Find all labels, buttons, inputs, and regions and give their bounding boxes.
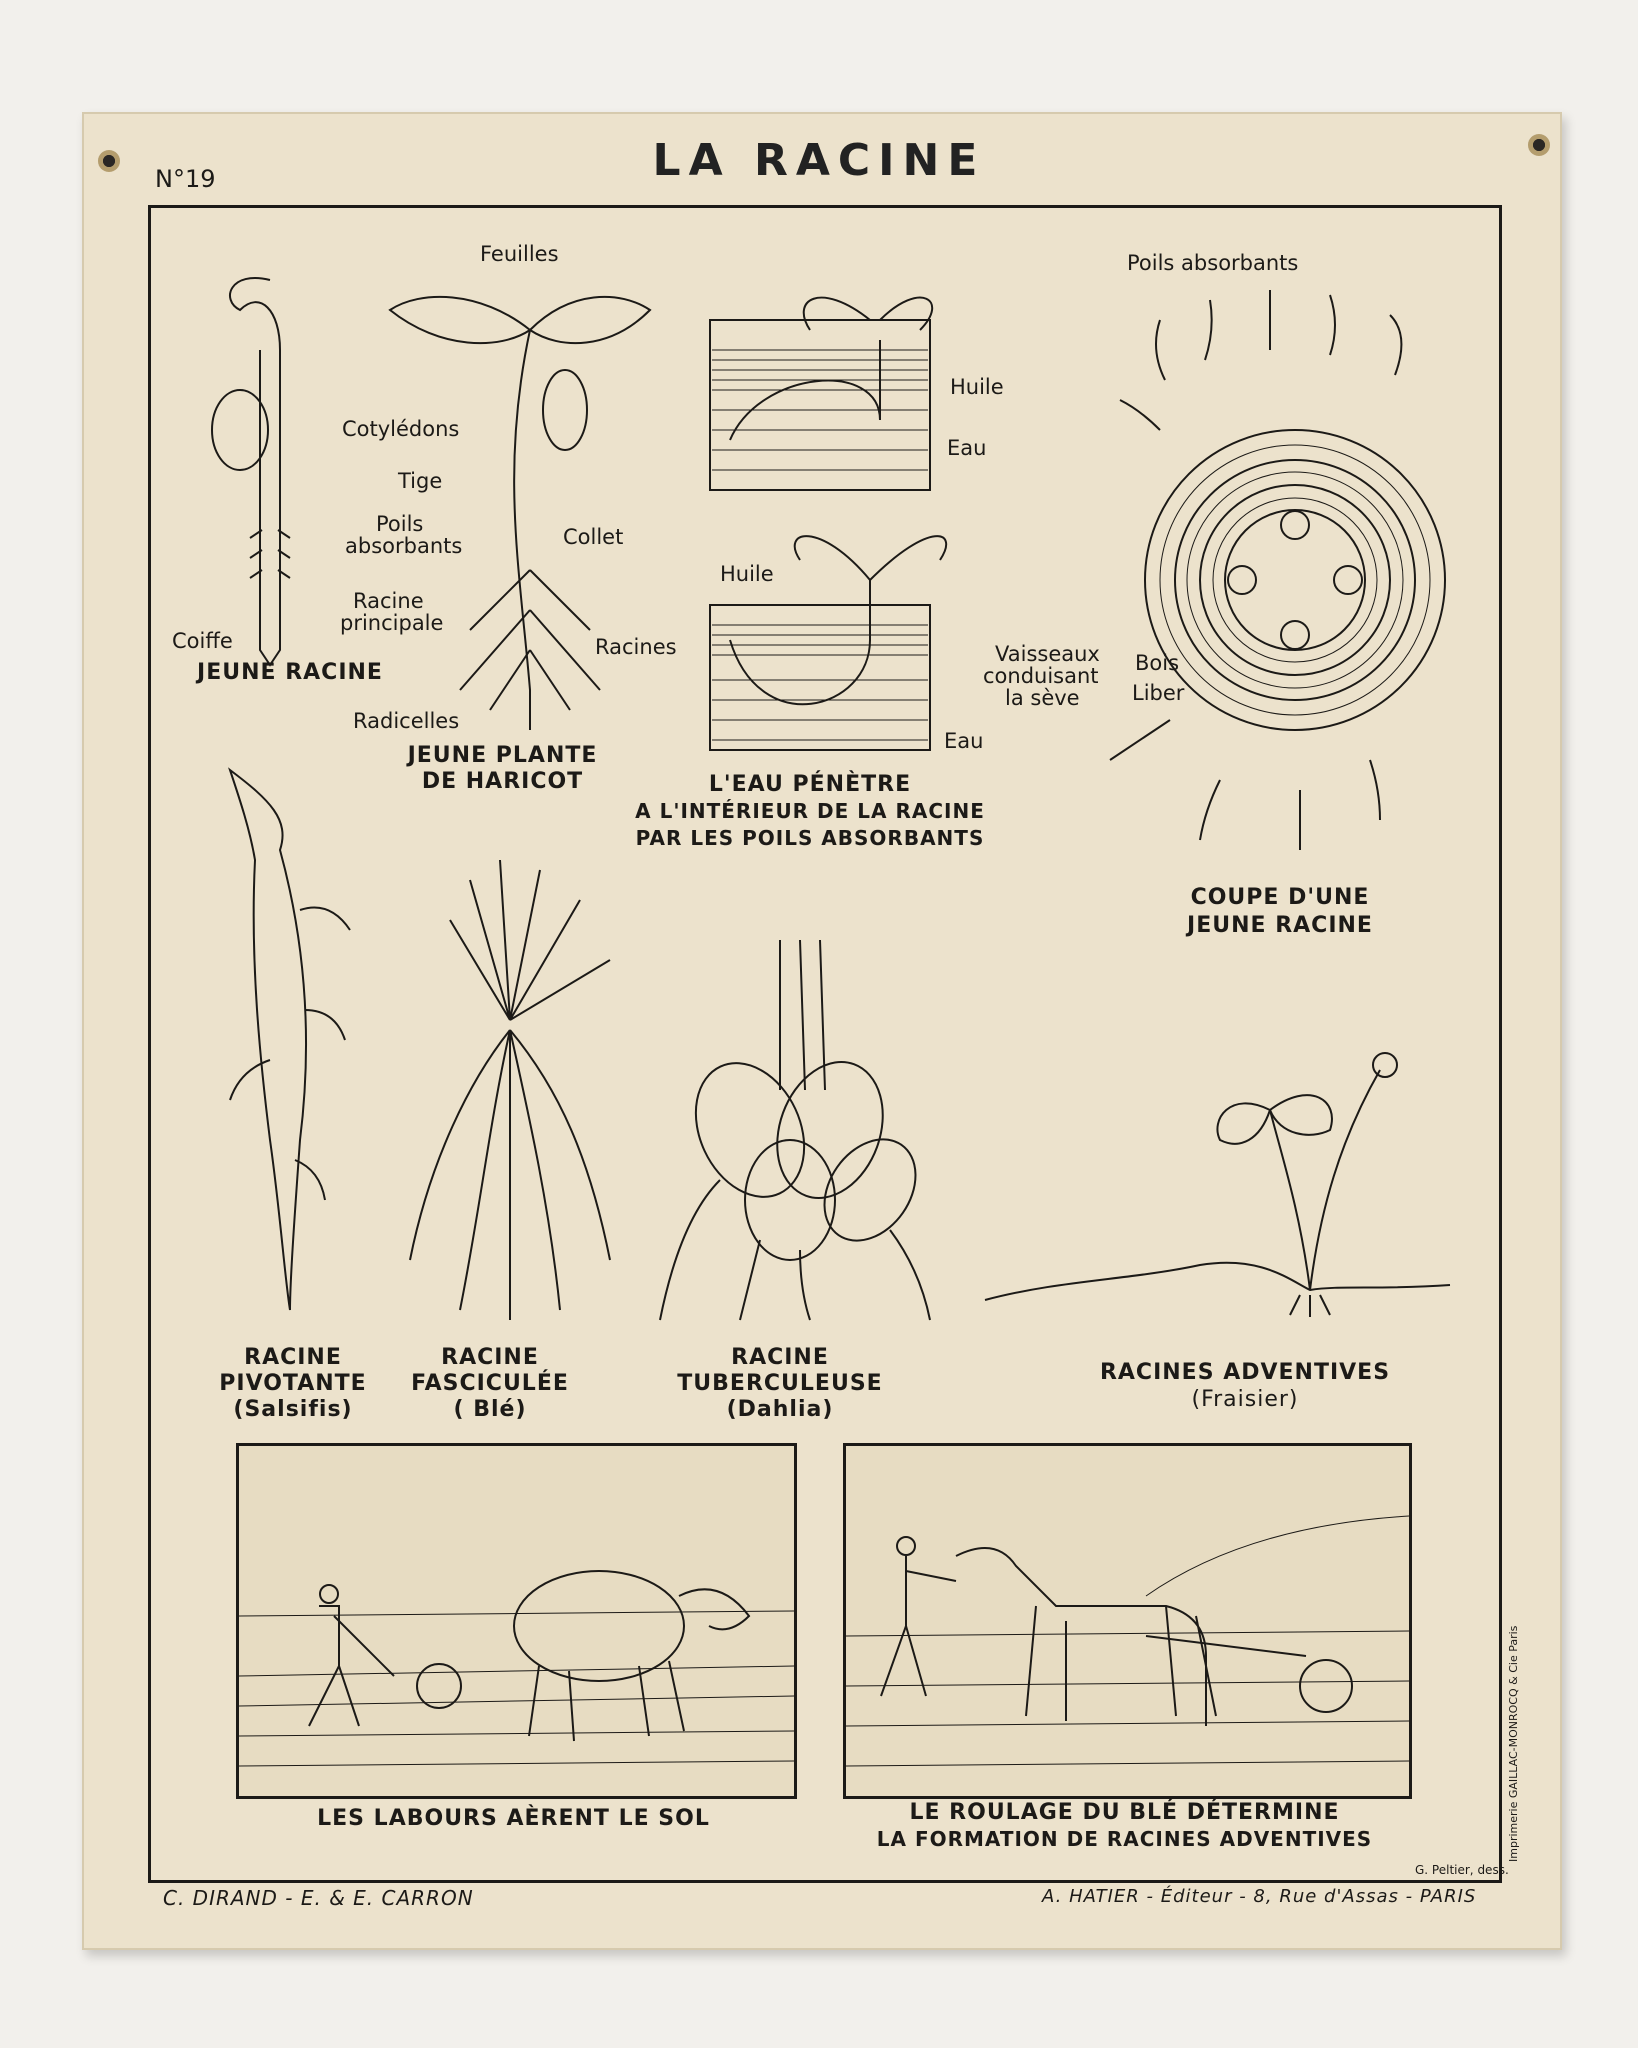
strawberry-plant-illustration (980, 1030, 1460, 1330)
caption-adventives-2: (Fraisier) (1191, 1387, 1299, 1412)
plowing-scene (236, 1443, 797, 1799)
caption-fasciculee-3: ( Blé) (453, 1397, 527, 1422)
label-vaisseaux-3: la sève (1005, 686, 1080, 710)
label-huile-top: Huile (950, 375, 1004, 399)
caption-tuberculeuse-1: RACINE (731, 1345, 829, 1370)
caption-tuberculeuse-2: TUBERCULEUSE (677, 1371, 883, 1396)
label-eau-bottom: Eau (944, 729, 984, 753)
label-poils-absorbants-section: Poils absorbants (1127, 251, 1299, 275)
caption-jeune-plante-1: JEUNE PLANTE (407, 743, 598, 768)
label-racine-principale-1: Racine (353, 589, 424, 613)
caption-pivotante-2: PIVOTANTE (219, 1371, 367, 1396)
wheat-root-illustration (390, 860, 630, 1330)
caption-pivotante-3: (Salsifis) (233, 1397, 353, 1422)
label-racines: Racines (595, 635, 677, 659)
caption-adventives-1: RACINES ADVENTIVES (1099, 1360, 1391, 1385)
dahlia-root-illustration (630, 940, 960, 1330)
label-huile-bottom: Huile (720, 562, 774, 586)
footer-publisher: A. HATIER - Éditeur - 8, Rue d'Assas - PARIS (1042, 1886, 1477, 1907)
poster-title: LA RACINE (652, 135, 986, 186)
label-liber: Liber (1132, 681, 1185, 705)
oil-water-experiment-illustration (700, 280, 940, 760)
caption-coupe-1: COUPE D'UNE (1190, 885, 1370, 910)
caption-coupe-2: JEUNE RACINE (1187, 913, 1373, 938)
footer-printer: Imprimerie GAILLAC-MONROCQ & Cie Paris (1507, 1625, 1520, 1862)
caption-pivotante-1: RACINE (244, 1345, 342, 1370)
caption-fasciculee-1: RACINE (441, 1345, 539, 1370)
label-vaisseaux-1: Vaisseaux (995, 642, 1100, 666)
footer-authors: C. DIRAND - E. & E. CARRON (163, 1886, 474, 1910)
label-tige: Tige (398, 469, 443, 493)
root-cross-section-illustration (1080, 280, 1450, 880)
label-feuilles: Feuilles (480, 242, 559, 266)
label-poils-1: Poils (376, 512, 424, 536)
bean-plant-illustration (380, 270, 640, 740)
footer-artist: G. Peltier, dess. (1415, 1863, 1509, 1877)
caption-eau-penetre-3: PAR LES POILS ABSORBANTS (635, 826, 985, 850)
caption-labours: LES LABOURS AÈRENT LE SOL (317, 1806, 710, 1831)
label-racine-principale-2: principale (340, 611, 444, 635)
label-poils-2: absorbants (345, 534, 463, 558)
caption-roulage-2: LA FORMATION DE RACINES ADVENTIVES (876, 1827, 1373, 1851)
label-radicelles: Radicelles (353, 709, 460, 733)
label-vaisseaux-2: conduisant (983, 664, 1099, 688)
poster-number: N°19 (155, 165, 216, 193)
label-collet: Collet (563, 525, 624, 549)
label-eau-top: Eau (947, 436, 987, 460)
caption-roulage-1: LE ROULAGE DU BLÉ DÉTERMINE (909, 1800, 1340, 1825)
caption-fasciculee-2: FASCICULÉE (411, 1371, 569, 1396)
caption-eau-penetre-1: L'EAU PÉNÈTRE (708, 772, 912, 797)
rolling-scene (843, 1443, 1412, 1799)
label-cotyledons: Cotylédons (342, 417, 460, 441)
caption-jeune-racine: JEUNE RACINE (197, 660, 383, 685)
caption-jeune-plante-2: DE HARICOT (421, 769, 584, 794)
young-root-illustration (200, 270, 320, 670)
label-bois: Bois (1135, 651, 1180, 675)
label-coiffe: Coiffe (172, 629, 233, 653)
salsifis-root-illustration (210, 760, 390, 1320)
caption-tuberculeuse-3: (Dahlia) (726, 1397, 834, 1422)
caption-eau-penetre-2: A L'INTÉRIEUR DE LA RACINE (635, 799, 985, 823)
